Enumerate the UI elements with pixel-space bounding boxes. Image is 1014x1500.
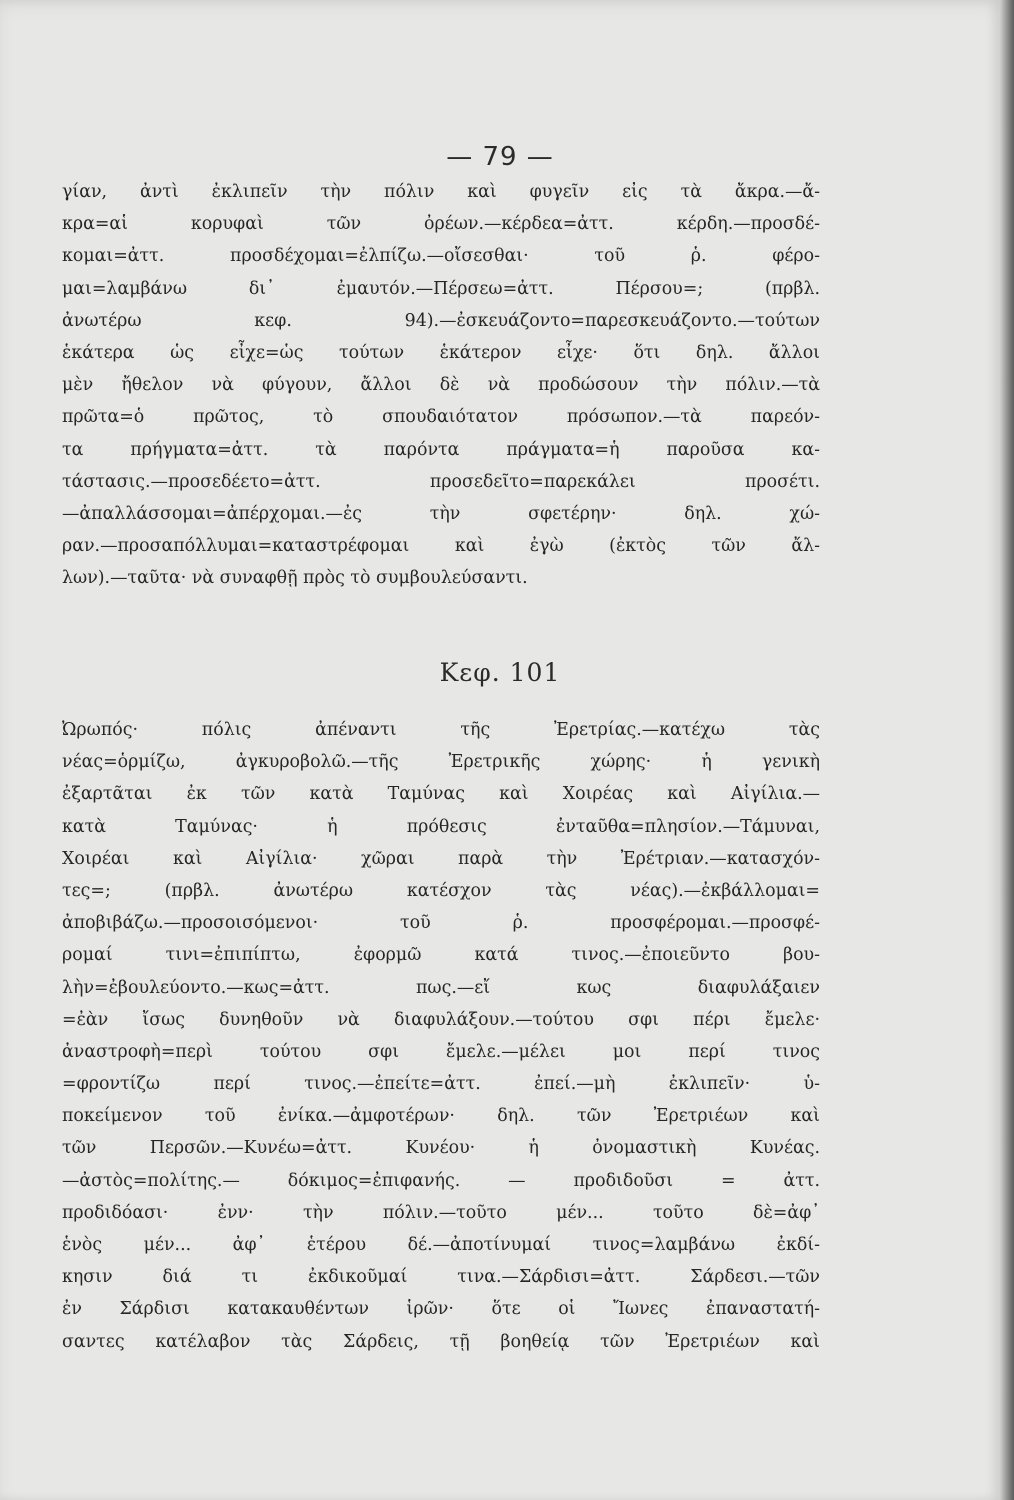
- text-line: Ὠρωπός· πόλις ἀπέναντι τῆς Ἐρετρίας.—κατέχω τὰς: [62, 720, 820, 740]
- text-line: ρομαί τινι=ἐπιπίπτω, ἐφορμῶ κατά τινος.—ἐποιεῦντο βου-: [62, 945, 820, 966]
- text-line: γίαν, ἀντὶ ἐκλιπεῖν τὴν πόλιν καὶ φυγεῖν εἰς τὰ ἄκρα.—ἄ-: [62, 182, 820, 202]
- text-line: σαντες κατέλαβον τὰς Σάρδεις, τῇ βοηθείᾳ τῶν Ἐρετριέων καὶ: [62, 1331, 820, 1352]
- text-line: μαι=λαμβάνω δι᾽ ἐμαυτόν.—Πέρσεω=ἀττ. Πέρσου=; (πρβλ.: [62, 278, 820, 299]
- text-line: =φροντίζω περί τινος.—ἐπείτε=ἀττ. ἐπεί.—μὴ ἐκλιπεῖν· ὑ-: [62, 1074, 820, 1095]
- text-line: ἀποβιβάζω.—προσοισόμενοι· τοῦ ῥ. προσφέρομαι.—προσφέ-: [62, 913, 820, 934]
- text-line: ἑνὸς μέν... ἀφ᾽ ἑτέρου δέ.—ἀποτίνυμαί τινος=λαμβάνω ἐκδί-: [62, 1235, 820, 1255]
- text-line: =ἐὰν ἴσως δυνηθοῦν νὰ διαφυλάξουν.—τούτου σφι πέρι ἔμελε·: [62, 1009, 820, 1030]
- text-line: τες=; (πρβλ. ἀνωτέρω κατέσχον τὰς νέας).—ἐκβάλλομαι=: [62, 880, 820, 901]
- text-line: τάστασις.—προσεδέετο=ἀττ. προσεδεῖτο=παρεκάλει προσέτι.: [62, 471, 820, 492]
- text-line: ἀνωτέρω κεφ. 94).—ἐσκευάζοντο=παρεσκευάζοντο.—τούτων: [62, 310, 820, 331]
- text-line: μὲν ἤθελον νὰ φύγουν, ἄλλοι δὲ νὰ προδώσουν τὴν πόλιν.—τὰ: [62, 375, 820, 396]
- text-line: τῶν Περσῶν.—Κυνέω=ἀττ. Κυνέου· ἡ ὀνομαστικὴ Κυνέας.: [62, 1138, 820, 1159]
- text-line: νέας=ὁρμίζω, ἀγκυροβολῶ.—τῆς Ἐρετρικῆς χώρης· ἡ γενικὴ: [62, 752, 820, 773]
- text-line: πρῶτα=ὁ πρῶτος, τὸ σπουδαιότατον πρόσωπον.—τὰ παρεόν-: [62, 407, 820, 428]
- text-line: ἐν Σάρδισι κατακαυθέντων ἱρῶν· ὅτε οἱ Ἴωνες ἐπαναστατή-: [62, 1299, 820, 1320]
- text-line: —ἀστὸς=πολίτης.— δόκιμος=ἐπιφανής. — προδιδοῦσι = ἀττ.: [62, 1170, 820, 1191]
- text-line: ραν.—προσαπόλλυμαι=καταστρέφομαι καὶ ἐγὼ (ἐκτὸς τῶν ἄλ-: [62, 536, 820, 557]
- text-line: λων).—ταῦτα· νὰ συναφθῇ πρὸς τὸ συμβουλεύσαντι.: [62, 568, 528, 589]
- text-line: προδιδόασι· ἐνν· τὴν πόλιν.—τοῦτο μέν... τοῦτο δὲ=ἀφ᾽: [62, 1202, 820, 1223]
- page-edge-shadow: [1000, 0, 1014, 1500]
- text-line: —ἀπαλλάσσομαι=ἀπέρχομαι.—ἐς τὴν σφετέρην· δηλ. χώ-: [62, 503, 820, 524]
- chapter-heading: Κεφ. 101: [439, 658, 561, 687]
- text-line: κατὰ Ταμύνας· ἡ πρόθεσις ἐνταῦθα=πλησίον.—Τάμυναι,: [62, 816, 820, 837]
- text-line: Χοιρέαι καὶ Αἰγίλια· χῶραι παρὰ τὴν Ἐρέτριαν.—κατασχόν-: [62, 848, 820, 869]
- commentary-section-two: [62, 714, 820, 1358]
- text-line: κομαι=ἀττ. προσδέχομαι=ἐλπίζω.—οἴσεσθαι· τοῦ ῥ. φέρο-: [62, 246, 820, 267]
- page-number: — 79 —: [446, 142, 554, 172]
- text-line: ποκείμενον τοῦ ἐνίκα.—ἀμφοτέρων· δηλ. τῶν Ἐρετριέων καὶ: [62, 1106, 820, 1127]
- text-line: κησιν διά τι ἐκδικοῦμαί τινα.—Σάρδισι=ἀττ. Σάρδεσι.—τῶν: [62, 1267, 820, 1288]
- text-line: ἀναστροφὴ=περὶ τούτου σφι ἔμελε.—μέλει μοι περί τινος: [62, 1041, 820, 1062]
- commentary-section-one: [62, 176, 820, 594]
- text-line: ἑκάτερα ὡς εἶχε=ὡς τούτων ἑκάτερον εἶχε· ὅτι δηλ. ἄλλοι: [62, 342, 820, 363]
- text-line: τα πρήγματα=ἀττ. τὰ παρόντα πράγματα=ἡ παροῦσα κα-: [62, 439, 820, 460]
- text-line: ἐξαρτᾶται ἐκ τῶν κατὰ Ταμύνας καὶ Χοιρέας καὶ Αἰγίλια.—: [62, 784, 820, 805]
- text-line: λὴν=ἐβουλεύοντο.—κως=ἀττ. πως.—εἴ κως διαφυλάξαιεν: [62, 977, 820, 998]
- text-line: κρα=αἱ κορυφαὶ τῶν ὀρέων.—κέρδεα=ἀττ. κέρδη.—προσδέ-: [62, 214, 820, 235]
